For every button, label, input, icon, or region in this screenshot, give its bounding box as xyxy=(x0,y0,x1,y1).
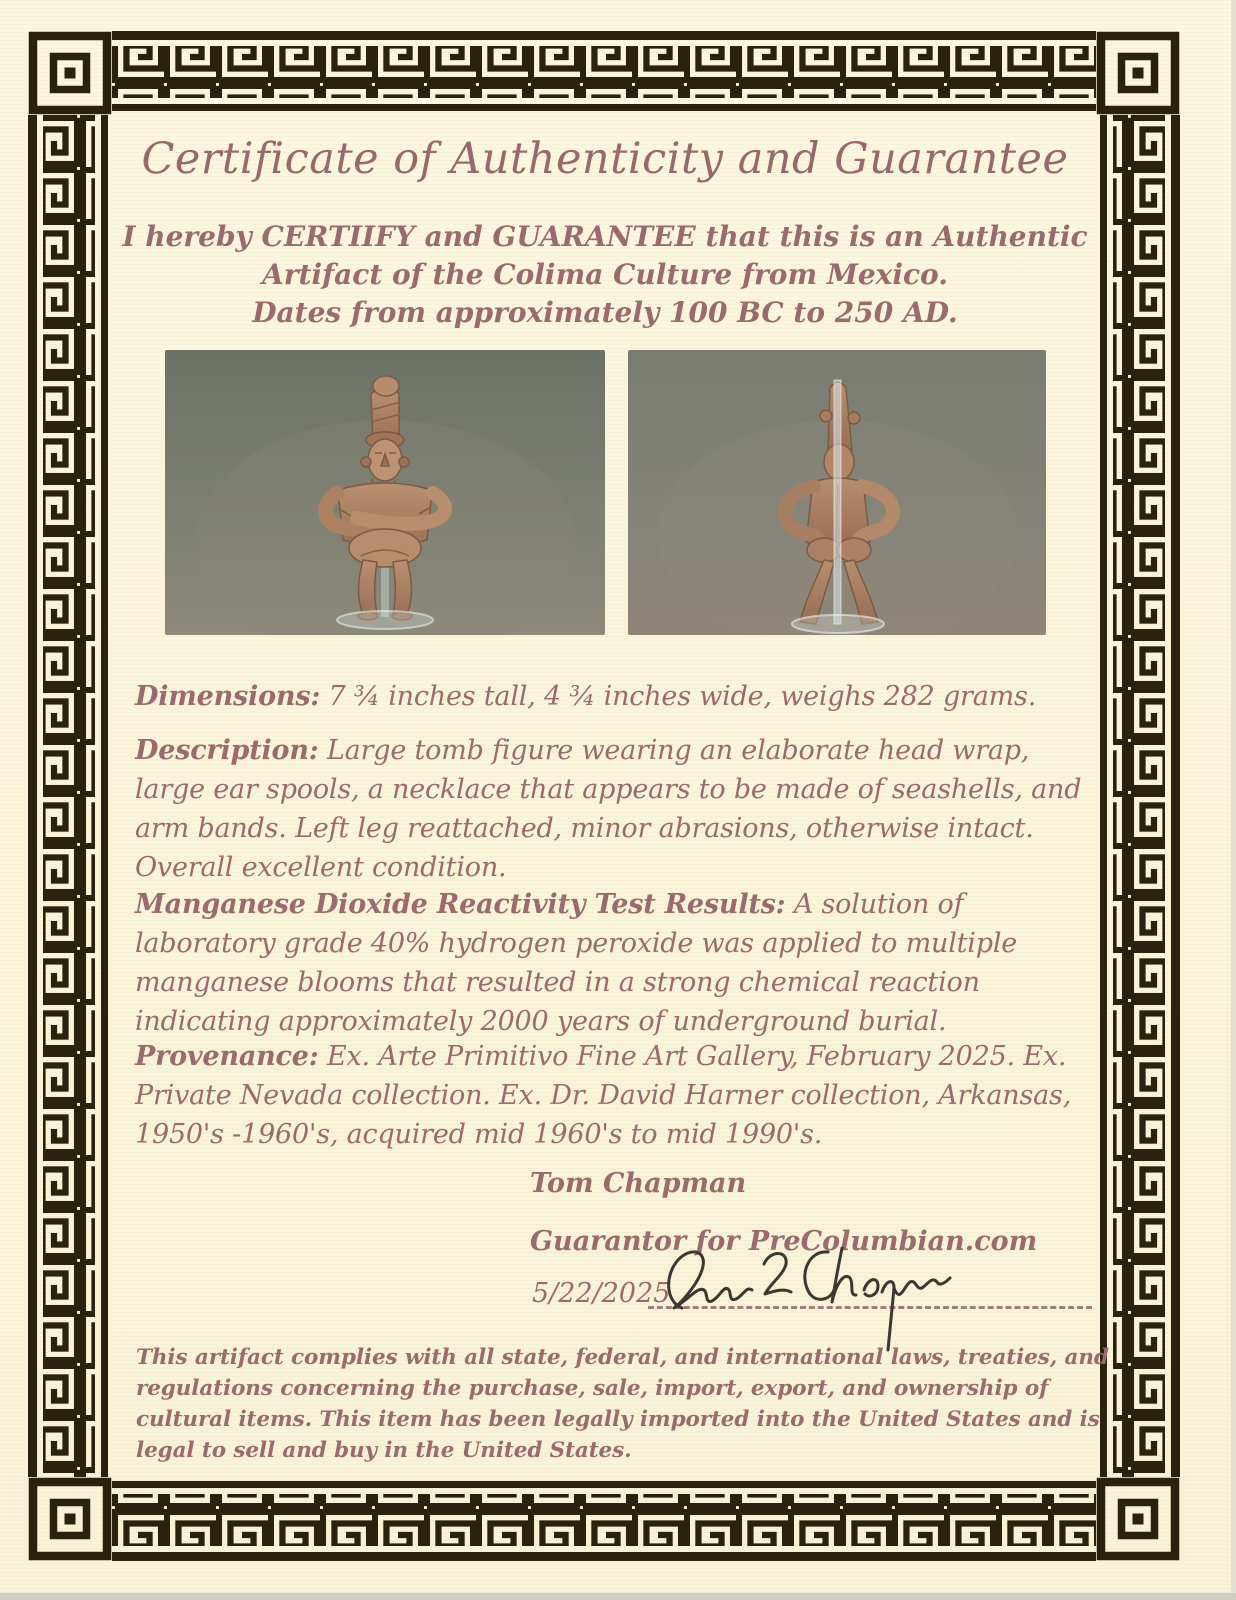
scan-edge-bottom xyxy=(0,1593,1236,1600)
border-corner-top-right xyxy=(1096,31,1180,115)
statement-line-3: Dates from approximately 100 BC to 250 AD. xyxy=(252,296,958,329)
guarantor-name: Tom Chapman xyxy=(530,1168,747,1199)
border-corner-bottom-left xyxy=(28,1477,112,1561)
certificate-title: Certificate of Authenticity and Guarantee xyxy=(141,134,1069,184)
description-label: Description: xyxy=(135,735,319,766)
statement-line-1: I hereby CERTIIFY and GUARANTEE that this is an Authentic xyxy=(122,220,1088,253)
manganese-test-paragraph xyxy=(135,885,1087,1041)
manganese-test-text: A solution of laboratory grade 40% hydrogen peroxide was applied to multiple manganese blooms that resulted in a strong chemical reaction indicating approximately 2000 years of underground burial. xyxy=(135,889,1018,1037)
provenance-label: Provenance: xyxy=(135,1041,319,1072)
border-edge-top xyxy=(112,31,1096,115)
artifact-back-photo xyxy=(628,350,1046,635)
description-paragraph xyxy=(135,731,1087,887)
artifact-front-photo xyxy=(165,350,605,635)
scan-edge-right xyxy=(1231,0,1236,1600)
dimensions-paragraph xyxy=(135,677,1087,716)
manganese-test-label: Manganese Dioxide Reactivity Test Results: xyxy=(135,889,786,920)
provenance-paragraph xyxy=(135,1037,1087,1154)
statement-line-2: Artifact of the Colima Culture from Mexico. xyxy=(262,258,948,291)
guarantor-role: Guarantor for PreColumbian.com xyxy=(530,1226,1038,1257)
certification-statement xyxy=(60,218,1150,332)
dimensions-label: Dimensions: xyxy=(135,681,321,712)
border-corner-bottom-right xyxy=(1096,1477,1180,1561)
dimensions-text: 7 ¾ inches tall, 4 ¾ inches wide, weighs 282 grams. xyxy=(328,681,1037,712)
provenance-text: Ex. Arte Primitivo Fine Art Gallery, February 2025. Ex. Private Nevada collection. Ex. Dr. David Harner collection, Arkansas, 1950's -1960's, acquired mid 1960's to mid 1990's. xyxy=(135,1041,1072,1150)
description-text: Large tomb figure wearing an elaborate head wrap, large ear spools, a necklace that appears to be made of seashells, and arm bands. Left leg reattached, minor abrasions, otherwise intact. Overall excellent condition. xyxy=(135,735,1082,883)
border-edge-bottom xyxy=(112,1477,1096,1561)
signature-date: 5/22/2025 xyxy=(532,1278,671,1309)
legal-compliance-text: This artifact complies with all state, federal, and international laws, treaties, and regulations concerning the purchase, sale, import, export, and ownership of cultural items. This item has been legally imported into the United States and is legal to sell and buy in the United States. xyxy=(136,1344,1109,1463)
border-corner-top-left xyxy=(28,31,112,115)
